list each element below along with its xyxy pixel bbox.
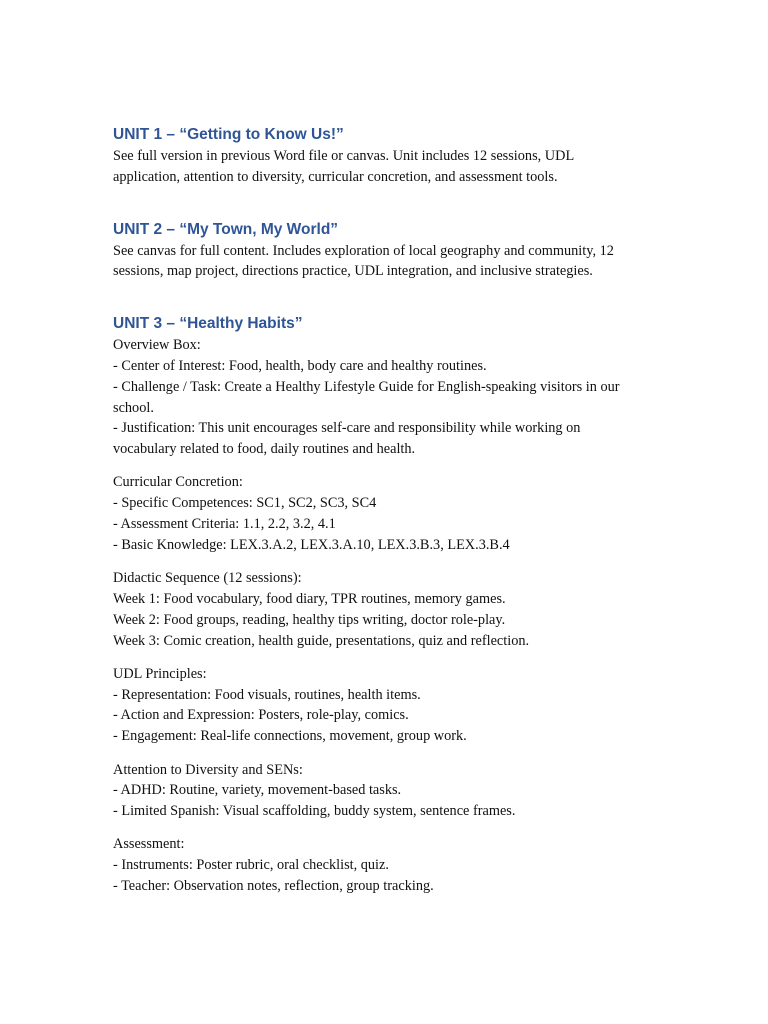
unit-1-heading: UNIT 1 – “Getting to Know Us!” [113,126,344,143]
text-line: vocabulary related to food, daily routines and health. [113,441,416,458]
sequence-title: Didactic Sequence (12 sessions): [113,570,302,587]
text-line: - Specific Competences: SC1, SC2, SC3, SC4 [113,495,377,512]
unit-1-paragraph [113,146,658,188]
text-line: - ADHD: Routine, variety, movement-based tasks. [113,782,402,799]
udl-title: UDL Principles: [113,665,207,682]
unit-3-heading: UNIT 3 – “Healthy Habits” [113,315,303,333]
text-line: - Center of Interest: Food, health, body care and healthy routines. [113,357,487,374]
text-line: - Basic Knowledge: LEX.3.A.2, LEX.3.A.10, LEX.3.B.3, LEX.3.B.4 [113,536,510,553]
text-line: - Justification: This unit encourages self-care and responsibility while working on [113,420,581,437]
text-line: - Representation: Food visuals, routines, health items. [113,686,421,703]
unit-2-heading: UNIT 2 – “My Town, My World” [113,220,339,238]
unit-3-section [113,313,658,897]
text-line: See full version in previous Word file or canvas. Unit includes 12 sessions, UDL [113,148,575,164]
text-line: school. [113,399,154,416]
text-line: - Engagement: Real-life connections, movement, group work. [113,728,467,745]
text-line: - Action and Expression: Posters, role-play, comics. [113,707,409,724]
text-line: - Instruments: Poster rubric, oral checklist, quiz. [113,857,389,874]
unit-2-section [113,219,658,283]
text-line: - Teacher: Observation notes, reflection, group tracking. [113,878,434,895]
text-line: - Limited Spanish: Visual scaffolding, buddy system, sentence frames. [113,803,516,820]
document-body [113,124,658,897]
udl-principles [113,664,658,747]
text-line: Week 2: Food groups, reading, healthy tips writing, doctor role-play. [113,611,506,628]
text-line: See canvas for full content. Includes exploration of local geography and community, 12 [113,242,614,259]
attention-to-diversity [113,760,658,822]
text-line: Week 3: Comic creation, health guide, presentations, quiz and reflection. [113,632,530,649]
text-line: Week 1: Food vocabulary, food diary, TPR routines, memory games. [113,590,506,607]
text-line: - Assessment Criteria: 1.1, 2.2, 3.2, 4.1 [113,516,336,533]
text-line: application, attention to diversity, curricular concretion, and assessment tools. [113,168,558,185]
overview-title: Overview Box: [113,337,201,354]
overview-box [113,335,658,460]
assessment [113,834,658,896]
text-line: sessions, map project, directions practice, UDL integration, and inclusive strategies. [113,263,593,280]
unit-1-section [113,124,658,188]
curricular-concretion [113,472,658,555]
unit-2-paragraph [113,241,658,283]
diversity-title: Attention to Diversity and SENs: [113,761,303,778]
text-line: - Challenge / Task: Create a Healthy Lifestyle Guide for English-speaking visitors in our [113,378,620,395]
didactic-sequence [113,568,658,651]
assessment-title: Assessment: [113,836,185,853]
curricular-title: Curricular Concretion: [113,474,243,491]
